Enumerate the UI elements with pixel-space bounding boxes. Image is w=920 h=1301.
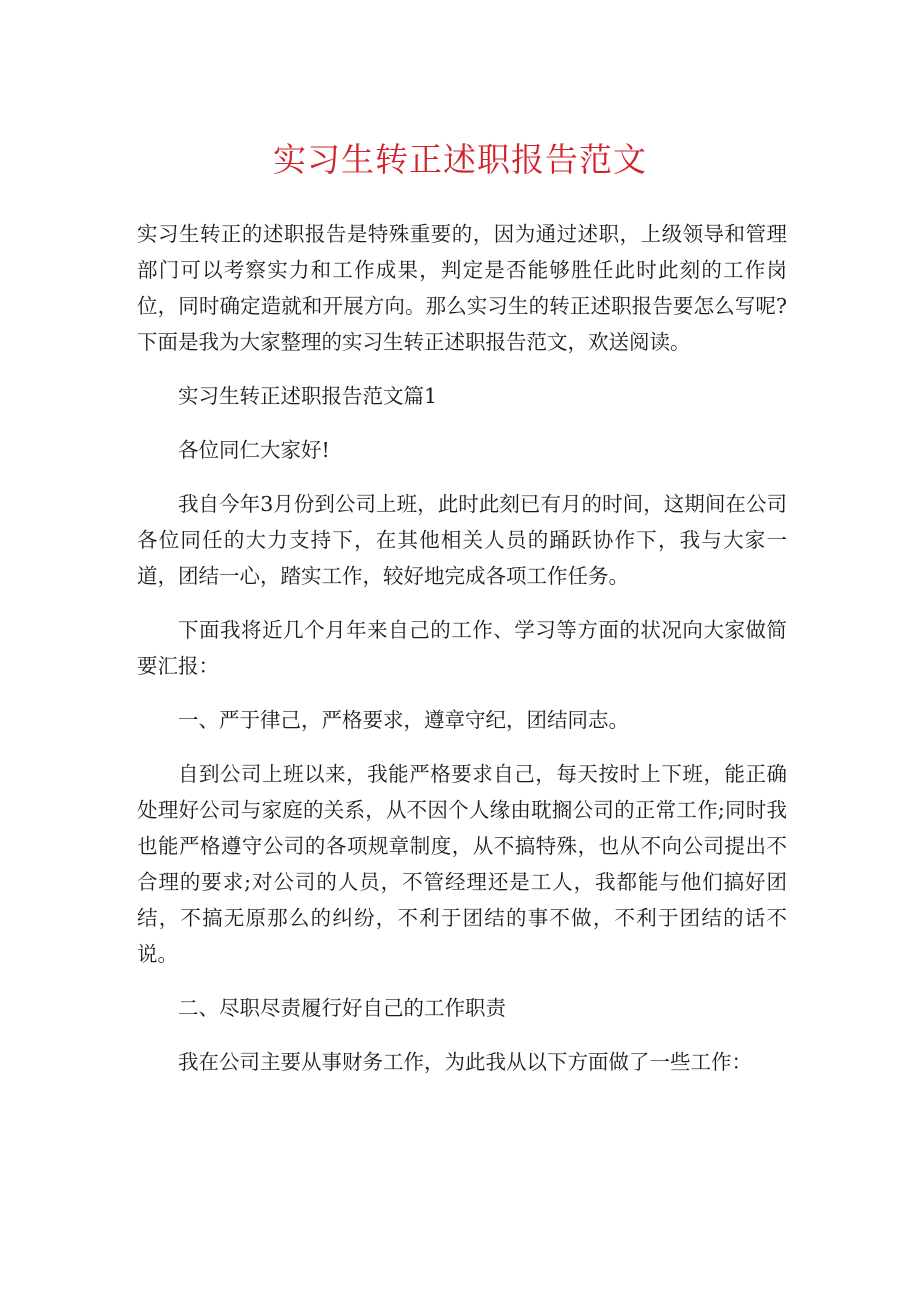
paragraph: 我在公司主要从事财务工作，为此我从以下方面做了一些工作：: [178, 1050, 752, 1074]
paragraph: 我自今年3月份到公司上班，此时此刻已有月的时间，这期间在公司各位同任的大力支持下，在其他相关人员的踊跃协作下，我与大家一道，团结一心，踏实工作，较好地完成各项工作任务。: [137, 492, 787, 588]
paragraph-intro: 实习生转正的述职报告是特殊重要的，因为通过述职，上级领导和管理部门可以考察实力和工作成果，判定是否能够胜任此时此刻的工作岗位，同时确定造就和开展方向。那么实习生的转正述职报告要怎么写呢?下面是我为大家整理的实习生转正述职报告范文，欢送阅读。: [137, 222, 787, 354]
document-body: [137, 216, 787, 1098]
paragraph: 下面我将近几个月年来自己的工作、学习等方面的状况向大家做简要汇报：: [137, 618, 787, 678]
paragraph-subtitle: 实习生转正述职报告范文篇1: [178, 384, 438, 408]
section-heading: 二、尽职尽责履行好自己的工作职责: [178, 996, 506, 1020]
section-heading: 一、严于律己，严格要求，遵章守纪，团结同志。: [178, 708, 629, 732]
document-title: 实习生转正述职报告范文: [273, 140, 647, 179]
paragraph: 自到公司上班以来，我能严格要求自己，每天按时上下班，能正确处理好公司与家庭的关系，从不因个人缘由耽搁公司的正常工作;同时我也能严格遵守公司的各项规章制度，从不搞特殊，也从不向公司提出不合理的要求;对公司的人员，不管经理还是工人，我都能与他们搞好团结，不搞无原那么的纠纷，不利于团结的事不做，不利于团结的话不说。: [137, 762, 787, 966]
paragraph-greeting: 各位同仁大家好!: [178, 438, 330, 462]
